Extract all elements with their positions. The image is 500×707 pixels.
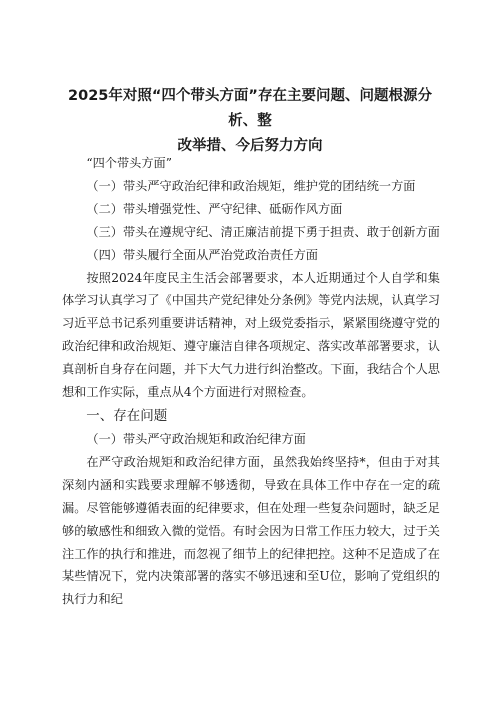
section-heading-problems: 一、存在问题 bbox=[86, 407, 168, 424]
body-paragraph-1: 在严守政治规矩和政治纪律方面，虽然我始终坚持*，但由于对其深刻内涵和实践要求理解不够透彻，导致在具体工作中存在一定的疏漏。尽管能够遵循表面的纪律要求，但在处理一些复杂问题时，缺乏足够的敏感性和细致入微的觉悟。有时会因为日常工作压力较大，过于关注工作的执行和推进，而忽视了细节上的纪律把控。这种不足造成了在某些情况下，党内决策部署的落实不够迅速和至U位，影响了党组织的执行力和纪 bbox=[62, 454, 440, 607]
subsection-heading-1: （一）带头严守政治规矩和政治纪律方面 bbox=[86, 431, 306, 446]
aspect-item-1: （一）带头严守政治纪律和政治规矩，维护党的团结统一方面 bbox=[86, 178, 416, 193]
title-line-2: 改举措、今后努力方向 bbox=[177, 138, 323, 154]
section-intro-heading: “四个带头方面” bbox=[86, 156, 172, 170]
document-body bbox=[62, 152, 440, 611]
aspect-item-4: （四）带头履行全面从严治党政治责任方面 bbox=[86, 247, 318, 262]
document-title bbox=[60, 84, 440, 159]
aspect-item-3: （三）带头在遵规守纪、清正廉洁前提下勇于担责、敢于创新方面 bbox=[86, 224, 440, 239]
title-line-1: 2025年对照“四个带头方面”存在主要问题、问题根源分析、整 bbox=[68, 88, 432, 129]
intro-paragraph: 按照2024年度民主生活会部署要求，本人近期通过个人自学和集体学习认真学习了《中国共产党纪律处分条例》等党内法规，认真学习习近平总书记系列重要讲话精神，对上级党委指示，紧紧围绕遵守党的政治纪律和政治规矩、遵守廉洁自律各项规定、落实改革部署要求，认真剖析自身存在问题，并下大气力进行纠治整改。下面，我结合个人思想和工作实际，重点从4个方面进行对照检查。 bbox=[62, 270, 440, 400]
aspect-item-2: （二）带头增强党性、严守纪律、砥砺作风方面 bbox=[86, 201, 343, 216]
